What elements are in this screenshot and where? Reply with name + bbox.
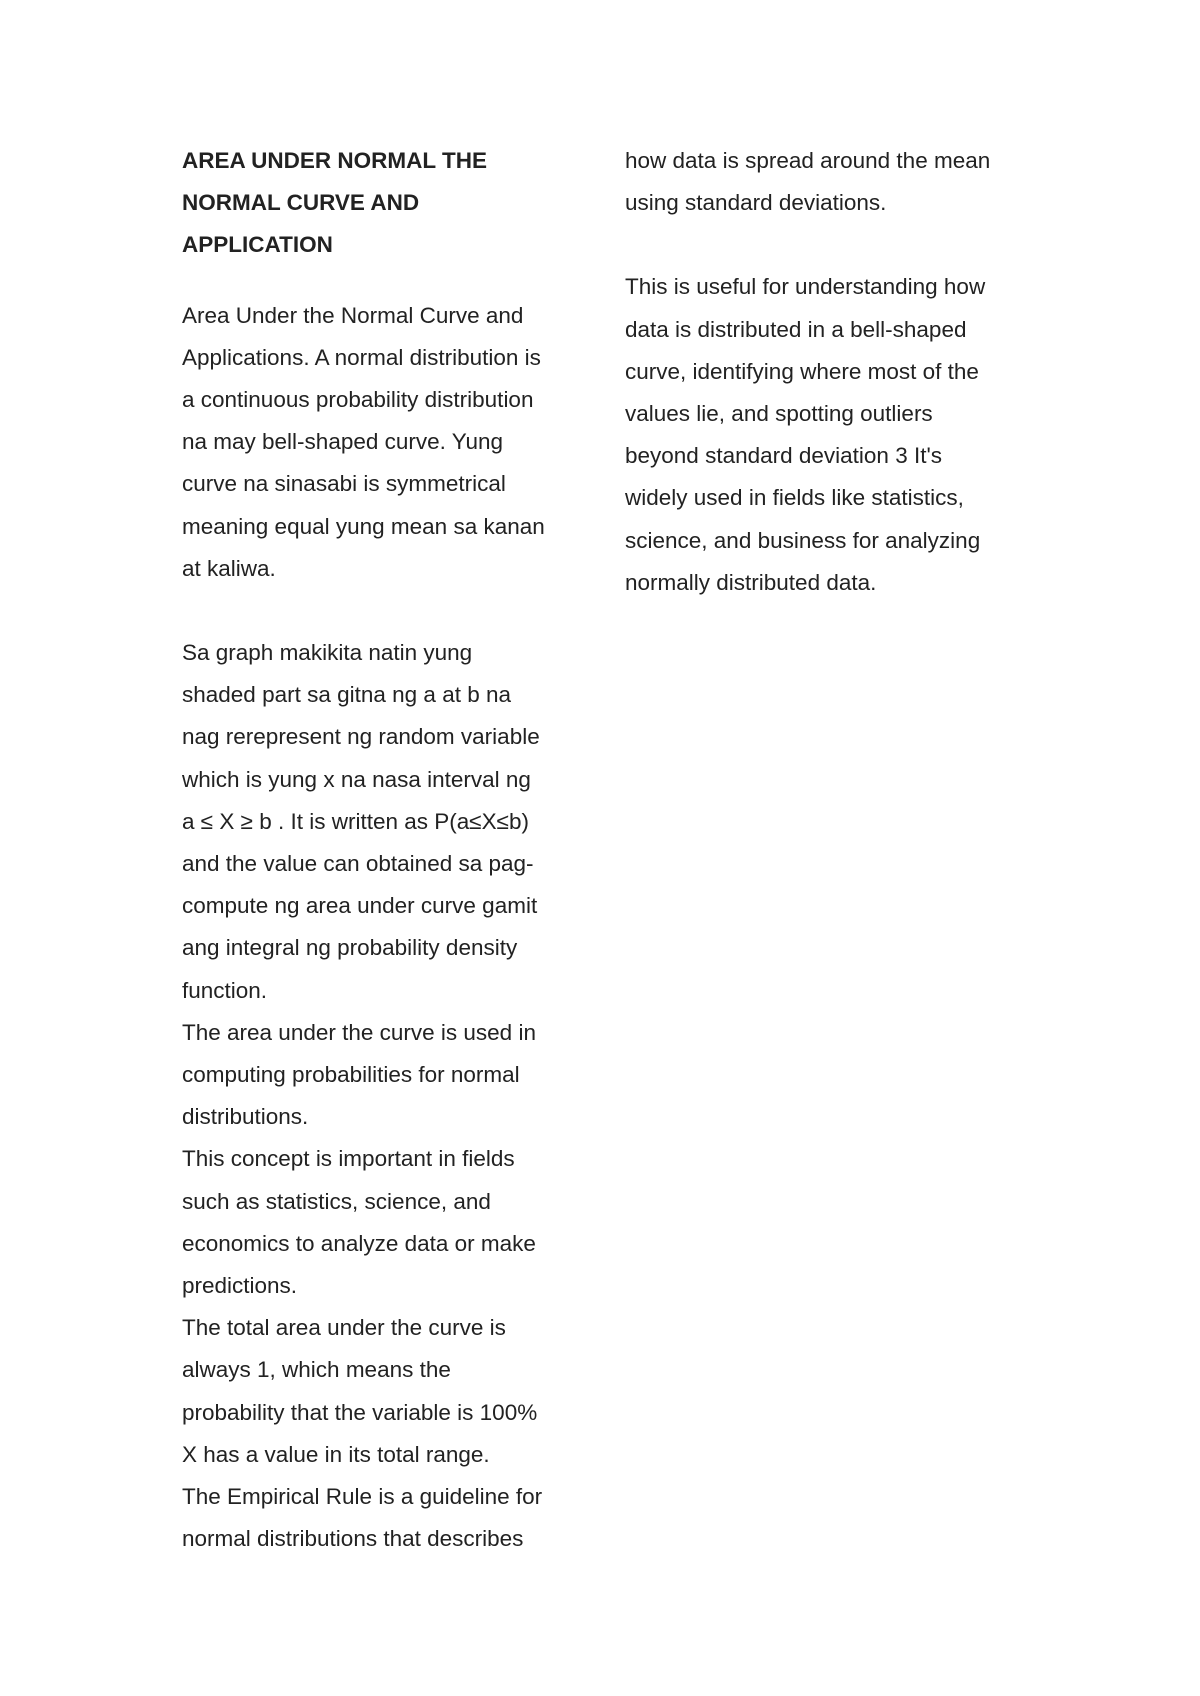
text-line: curve, identifying where most of the <box>625 358 979 384</box>
right-column <box>625 140 1045 604</box>
text-line: Applications. A normal distribution is <box>182 344 541 370</box>
empirical-rule-paragraph <box>182 1476 582 1560</box>
text-line: which is yung x na nasa interval ng <box>182 766 531 792</box>
text-line: computing probabilities for normal <box>182 1062 520 1088</box>
text-line: always 1, which means the <box>182 1357 451 1383</box>
text-line: using standard deviations. <box>625 190 887 216</box>
spread-paragraph <box>625 140 1045 224</box>
text-line: data is distributed in a bell-shaped <box>625 316 967 342</box>
title-line: AREA UNDER NORMAL THE <box>182 148 488 173</box>
text-line: how data is spread around the mean <box>625 148 991 173</box>
text-line: compute ng area under curve gamit <box>182 893 538 919</box>
text-line: a ≤ X ≥ b . It is written as P(a≤X≤b) <box>182 808 530 834</box>
text-line: such as statistics, science, and <box>182 1188 491 1214</box>
text-line: This concept is important in fields <box>182 1146 515 1172</box>
text-line: economics to analyze data or make <box>182 1230 536 1256</box>
document-title <box>182 140 582 267</box>
text-line: X has a value in its total range. <box>182 1441 490 1467</box>
text-line: function. <box>182 977 268 1003</box>
usefulness-paragraph <box>625 266 1045 604</box>
graph-paragraph <box>182 632 582 1012</box>
intro-paragraph <box>182 295 582 590</box>
text-line: curve na sinasabi is symmetrical <box>182 471 506 497</box>
importance-paragraph <box>182 1138 582 1307</box>
text-line: widely used in fields like statistics, <box>625 485 964 511</box>
title-line: APPLICATION <box>182 232 333 258</box>
text-line: predictions. <box>182 1273 298 1299</box>
text-line: This is useful for understanding how <box>625 274 986 300</box>
total-area-paragraph <box>182 1307 582 1476</box>
text-line: values lie, and spotting outliers <box>625 401 933 427</box>
text-line: The total area under the curve is <box>182 1315 506 1341</box>
title-line: NORMAL CURVE AND <box>182 190 420 216</box>
text-line: nag rerepresent ng random variable <box>182 724 540 750</box>
text-line: The area under the curve is used in <box>182 1019 536 1045</box>
text-line: at kaliwa. <box>182 555 276 581</box>
area-usage-paragraph <box>182 1012 582 1139</box>
text-line: a continuous probability distribution <box>182 387 534 413</box>
text-line: Sa graph makikita natin yung <box>182 640 473 666</box>
text-line: meaning equal yung mean sa kanan <box>182 513 545 539</box>
left-column <box>182 140 582 1561</box>
text-line: shaded part sa gitna ng a at b na <box>182 682 511 708</box>
text-line: beyond standard deviation 3 It's <box>625 443 943 469</box>
text-line: science, and business for analyzing <box>625 527 981 553</box>
text-line: probability that the variable is 100% <box>182 1399 538 1425</box>
text-line: Area Under the Normal Curve and <box>182 302 524 328</box>
text-line: distributions. <box>182 1104 309 1130</box>
text-line: normal distributions that describes <box>182 1526 524 1552</box>
text-line: and the value can obtained sa pag- <box>182 851 534 877</box>
text-line: na may bell-shaped curve. Yung <box>182 429 504 455</box>
text-line: normally distributed data. <box>625 569 877 595</box>
text-line: ang integral ng probability density <box>182 935 518 961</box>
text-line: The Empirical Rule is a guideline for <box>182 1484 543 1510</box>
